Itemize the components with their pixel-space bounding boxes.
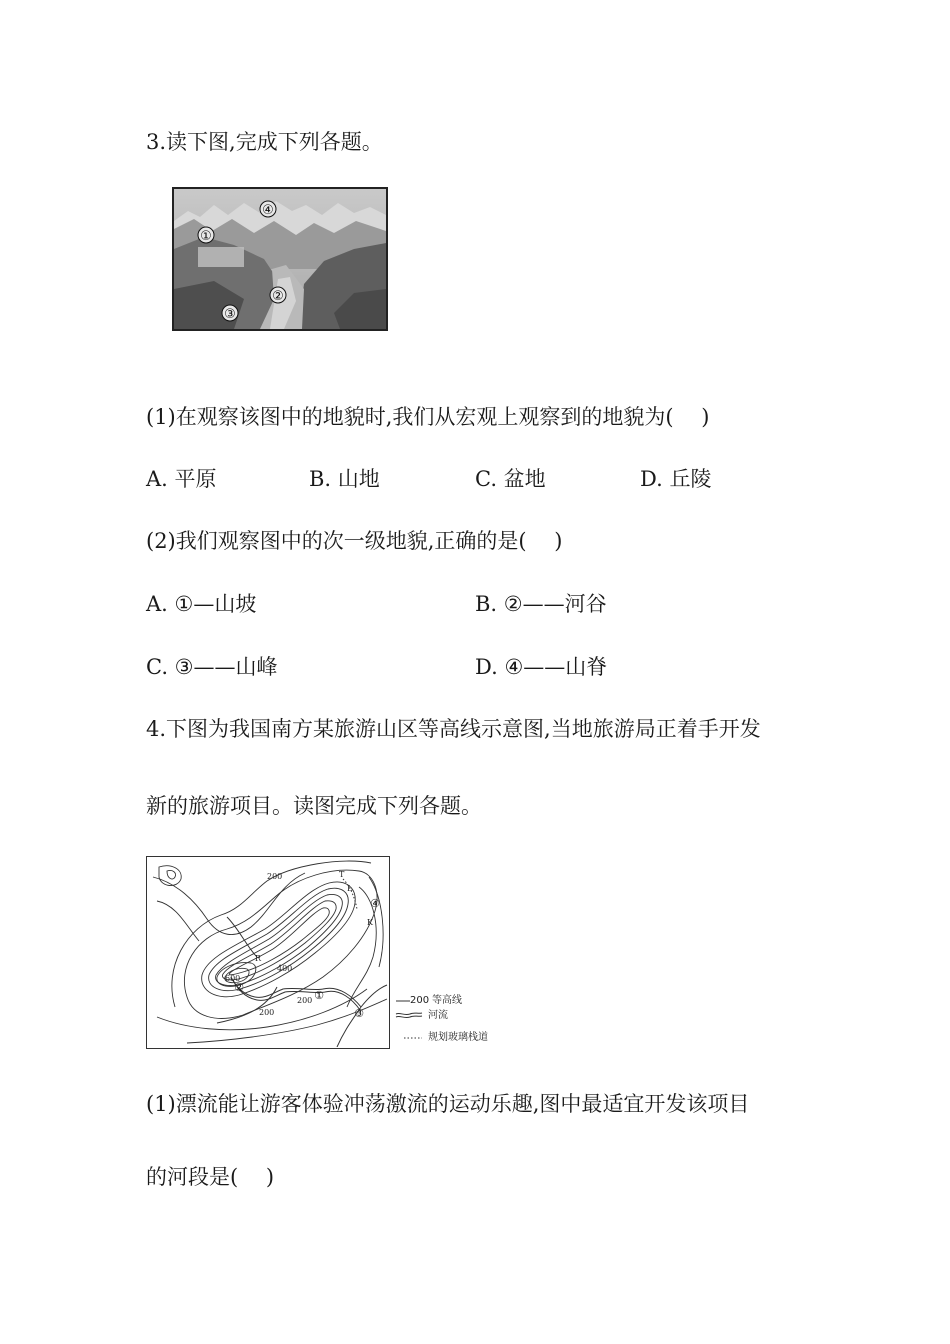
q3-sub1-option-a: A. 平原 [146,467,217,491]
q4-title-line1: 4.下图为我国南方某旅游山区等高线示意图,当地旅游局正着手开发 [146,717,761,741]
q3-sub2-option-a: A. ①—山坡 [146,592,257,616]
map-marker-1: ① [314,989,324,1002]
q3-sub1-option-d: D. 丘陵 [640,467,712,491]
photo-marker-1: ① [200,229,212,244]
q3-sub2-stem: (2)我们观察图中的次一级地貌,正确的是( ) [146,529,563,553]
map-marker-2: ② [234,981,244,994]
legend-walkway-label: 规划玻璃栈道 [428,1032,488,1043]
contour-map-drawing [147,857,388,1047]
landform-photo-illustration [174,189,386,329]
landform-photo [172,187,388,331]
label-L: L [347,884,353,893]
label-200-mid: 200 [297,996,313,1005]
map-marker-3: ③ [354,1007,364,1020]
q3-title: 3.读下图,完成下列各题。 [146,130,383,154]
label-T: T [339,870,345,879]
photo-marker-2: ② [272,289,284,304]
label-K: K [367,918,373,927]
legend-contour-value: 200 [410,995,430,1006]
map-legend [394,992,504,1048]
q3-sub2-option-b: B. ②——河谷 [475,592,607,616]
map-marker-4: ④ [370,897,380,910]
photo-marker-4: ④ [262,203,274,218]
label-600: 600 [225,974,241,983]
q3-sub1-stem: (1)在观察该图中的地貌时,我们从宏观上观察到的地貌为( ) [146,405,710,429]
photo-marker-3: ③ [224,307,236,322]
q3-sub2-option-d: D. ④——山脊 [475,655,608,679]
label-200-low: 200 [259,1008,275,1017]
q3-sub2-option-c: C. ③——山峰 [146,655,278,679]
label-R: R [255,954,262,963]
q4-sub1-stem-line2: 的河段是( ) [146,1165,275,1189]
contour-map [146,856,390,1049]
legend-river-label: 河流 [428,1010,448,1021]
q4-sub1-stem-line1: (1)漂流能让游客体验冲荡激流的运动乐趣,图中最适宜开发该项目 [146,1092,750,1116]
q3-sub1-option-b: B. 山地 [309,467,380,491]
q3-sub1-option-c: C. 盆地 [475,467,546,491]
label-400: 400 [277,964,293,973]
q4-title-line2: 新的旅游项目。读图完成下列各题。 [146,794,482,818]
legend-contour-label: 等高线 [432,995,462,1006]
label-200-top: 200 [267,872,283,881]
